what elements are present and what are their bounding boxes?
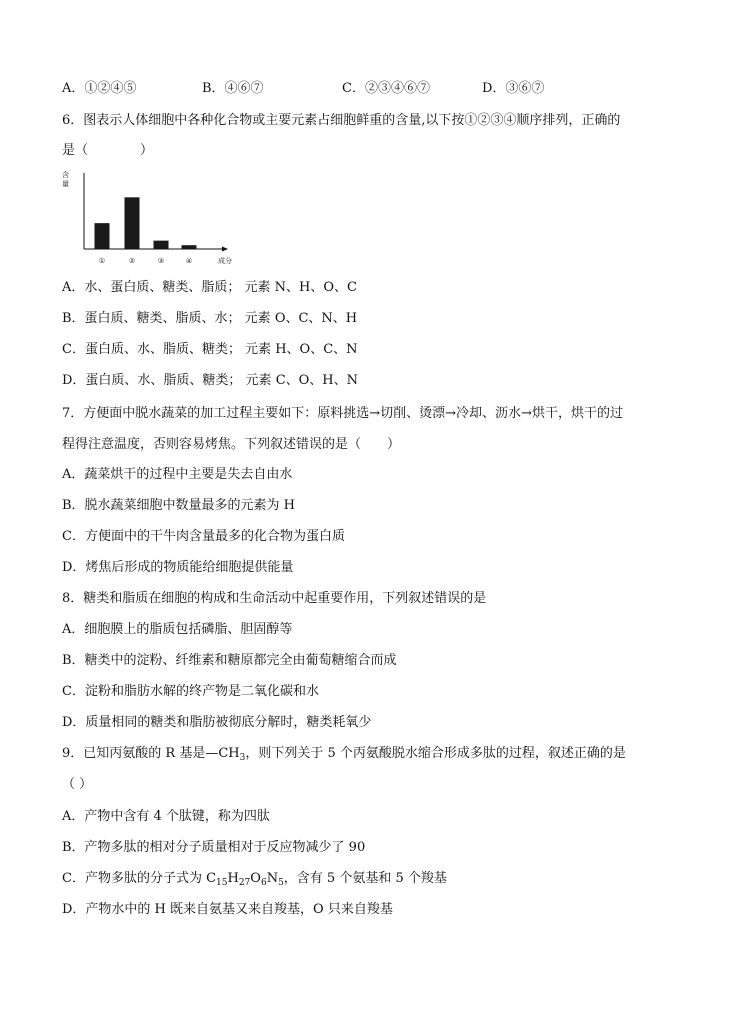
q8-option-b: B．糖类中的淀粉、纤维素和糖原都完全由葡萄糖缩合而成: [62, 653, 397, 668]
q9-c-sub-c: 15: [216, 878, 228, 888]
q9-c-h: H: [227, 871, 239, 886]
q9-c-prefix: C．产物多肽的分子式为 C: [62, 871, 217, 886]
q8-option-c: C．淀粉和脂肪水解的终产物是二氧化碳和水: [62, 684, 319, 699]
q8-option-d: D．质量相同的糖类和脂肪被彻底分解时，糖类耗氧少: [62, 715, 372, 730]
q9-option-a: A．产物中含有 4 个肽键，称为四肽: [62, 809, 270, 824]
q9-c-sub-n: 5: [278, 878, 284, 888]
q7-option-c: C．方便面中的干牛肉含量最多的化合物为蛋白质: [62, 529, 345, 544]
chart-tick-label-1: ①: [98, 257, 106, 265]
q6-bar-chart: [62, 168, 242, 268]
chart-ylabel-char-1: 含: [62, 171, 69, 179]
q9-c-o: O: [250, 871, 261, 886]
q7-stem-line2: 程得注意温度，否则容易烤焦。下列叙述错误的是（ ）: [62, 437, 401, 452]
q8-stem: 8．糖类和脂质在细胞的构成和生命活动中起重要作用，下列叙述错误的是: [62, 591, 487, 606]
q9-option-d: D．产物水中的 H 既来自氨基又来自羧基，O 只来自羧基: [62, 902, 393, 917]
q9-c-sub-h: 27: [238, 878, 251, 888]
q6-option-b: B．蛋白质、糖类、脂质、水； 元素 O、C、N、H: [62, 311, 358, 326]
q5-option-c: C．②③④⑥⑦: [342, 81, 430, 96]
chart-bar-3: [154, 241, 169, 249]
chart-bar-2: [125, 197, 140, 249]
q9-stem-sub: 3: [239, 753, 246, 763]
q9-c-n: N: [266, 871, 279, 886]
chart-bar-1: [95, 223, 110, 249]
q9-stem-part1: 9．已知丙氨酸的 R 基是—CH: [62, 746, 240, 761]
chart-tick-label-4: ④: [185, 257, 193, 265]
chart-bar-4: [182, 245, 197, 249]
q9-c-sub-o: 6: [260, 878, 267, 888]
q7-option-d: D．烤焦后形成的物质能给细胞提供能量: [62, 560, 294, 575]
q5-option-a: A．①②④⑤: [62, 81, 137, 96]
q9-stem-line1: [62, 745, 626, 763]
q6-stem-line1: 6．图表示人体细胞中各种化合物或主要元素占细胞鲜重的含量,以下按①②③④顺序排列，正确的: [62, 113, 621, 128]
q9-c-suffix: ，含有 5 个氨基和 5 个羧基: [283, 871, 447, 886]
chart-ylabel-char-2: 量: [62, 180, 69, 188]
q6-option-c: C．蛋白质、水、脂质、糖类； 元素 H、O、C、N: [62, 342, 358, 357]
q7-option-a: A．蔬菜烘干的过程中主要是失去自由水: [62, 467, 293, 482]
q9-stem-line2: （ ）: [62, 777, 93, 792]
q5-option-d: D．③⑥⑦: [482, 81, 545, 96]
q9-option-b: B．产物多肽的相对分子质量相对于反应物减少了 90: [62, 840, 366, 855]
q7-option-b: B．脱水蔬菜细胞中数量最多的元素为 H: [62, 498, 296, 513]
q5-options: [62, 80, 662, 98]
chart-xlabel: 成分: [218, 257, 232, 265]
q6-option-a: A．水、蛋白质、糖类、脂质； 元素 N、H、O、C: [62, 280, 357, 295]
q6-option-d: D．蛋白质、水、脂质、糖类； 元素 C、O、H、N: [62, 373, 359, 388]
chart-x-arrow: [222, 247, 228, 252]
q5-option-b: B．④⑥⑦: [202, 81, 264, 96]
chart-tick-label-2: ②: [128, 257, 136, 265]
q9-option-c: [62, 870, 447, 888]
chart-tick-label-3: ③: [157, 257, 165, 265]
q9-stem-part2: ，则下列关于 5 个丙氨酸脱水缩合形成多肽的过程，叙述正确的是: [245, 746, 626, 761]
q6-stem-line2: 是（ ）: [62, 143, 154, 158]
q8-option-a: A．细胞膜上的脂质包括磷脂、胆固醇等: [62, 622, 293, 637]
q7-stem-line1: 7．方便面中脱水蔬菜的加工过程主要如下：原料挑选→切削、烫漂→冷却、沥水→烘干，烘干的过: [62, 406, 623, 421]
